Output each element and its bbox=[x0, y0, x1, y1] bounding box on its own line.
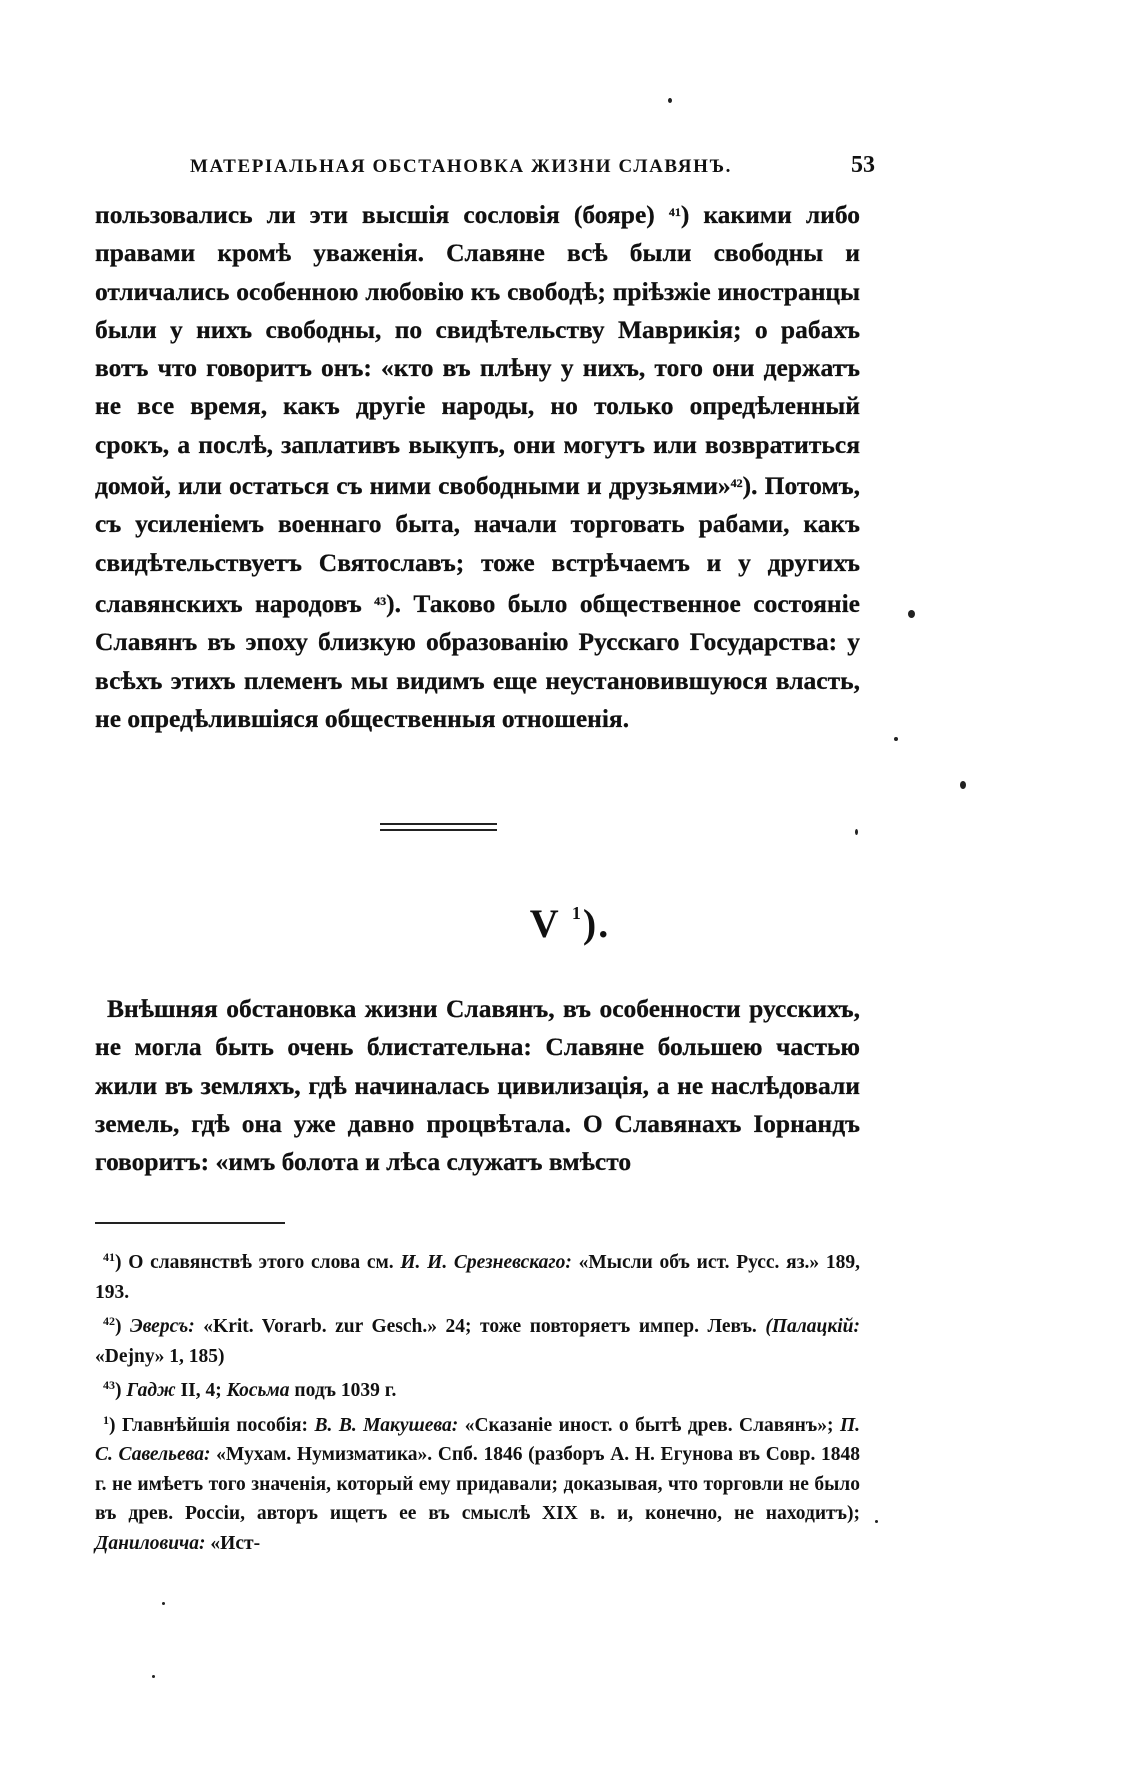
author-name: (Палацкій: bbox=[765, 1316, 860, 1337]
footnote-42 bbox=[95, 1307, 860, 1371]
paragraph-text bbox=[95, 193, 860, 738]
author-name: Даниловича: bbox=[95, 1532, 206, 1554]
text-run: ) bbox=[115, 1316, 131, 1337]
section-paragraph bbox=[95, 990, 860, 1181]
text-run: ) Главнѣйшія пособія: bbox=[109, 1414, 315, 1436]
body-paragraph bbox=[95, 193, 860, 738]
footnote-ref-1: 1 bbox=[571, 903, 583, 923]
scan-speck bbox=[668, 98, 672, 103]
section-number: V bbox=[529, 901, 560, 946]
scan-speck bbox=[875, 1520, 878, 1523]
footnote-41 bbox=[95, 1243, 860, 1307]
text-run: ). Потомъ, съ усиленіемъ военнаго быта, начали торговать рабами, какъ свидѣтельствуетъ Святославъ; тоже встрѣчаемъ и у другихъ славянскихъ народовъ bbox=[95, 471, 860, 618]
footnote-mark: 41 bbox=[103, 1250, 115, 1264]
text-run: ). Таково было общественное состояніе Славянъ въ эпоху близкую образованію Русскаго Государства: у всѣхъ этихъ племенъ мы видимъ еще неустановившуюся власть, не опредѣлившіяся общественныя отношенія. bbox=[95, 588, 860, 733]
text-run: ) какими либо правами кромѣ уваженія. Славяне всѣ были свободны и отличались особенною любовію къ свободѣ; пріѣзжіе иностранцы были у нихъ свободны, по свидѣтельству Маврикія; о рабахъ вотъ что говоритъ онъ: «кто въ плѣну у нихъ, того они держатъ не все время, какъ другіе народы, но только опредѣленный срокъ, а послѣ, заплативъ выкупъ, они могутъ или возвратиться домой, или остаться съ ними свободными и друзьями» bbox=[95, 200, 860, 501]
scan-speck bbox=[894, 737, 898, 741]
footnote-mark: 43 bbox=[103, 1378, 115, 1392]
text-run: ) О славянствѣ этого слова см. bbox=[115, 1252, 401, 1273]
page-number: 53 bbox=[851, 152, 875, 178]
text-run: «Сказаніе иност. о бытѣ древ. Славянъ»; bbox=[458, 1414, 840, 1436]
scan-speck bbox=[162, 1602, 165, 1605]
footnote-mark: 42 bbox=[103, 1314, 115, 1328]
page-header bbox=[190, 150, 875, 184]
section-divider bbox=[380, 823, 497, 835]
author-name: П. С. Савельева: bbox=[95, 1414, 860, 1465]
text-run: «Мухам. Нумизматика». Спб. 1846 (разборъ А. Н. Егунова въ Совр. 1848 г. не имѣетъ того значенія, который ему придавали; доказывая, что торговли не было въ древ. Россіи, авторъ ищетъ ее въ смыслѣ XIX в. и, конечно, не находитъ); bbox=[95, 1444, 860, 1524]
footnote-ref-41: 41 bbox=[668, 205, 681, 219]
text-run: «Dejny» 1, 185) bbox=[95, 1345, 225, 1367]
footnote-mark: 1 bbox=[103, 1412, 109, 1427]
text-run: «Krit. Vorarb. zur Gesch.» 24; тоже повторяетъ импер. Левъ. bbox=[194, 1316, 766, 1337]
paragraph-text: Внѣшняя обстановка жизни Славянъ, въ особенности русскихъ, не могла быть очень блистательна: Славяне большею частью жили въ земляхъ, гдѣ начиналась цивилизація, а не наслѣдовали земель, гдѣ она уже давно процвѣтала. О Славянахъ Іорнандъ говоритъ: «имъ болота и лѣса служатъ вмѣсто bbox=[95, 994, 860, 1177]
footnote-43 bbox=[95, 1371, 860, 1406]
scan-speck bbox=[908, 610, 915, 618]
footnote-rule bbox=[95, 1222, 285, 1224]
author-name: Косьма bbox=[226, 1380, 290, 1401]
text-run: ) bbox=[115, 1380, 127, 1401]
scan-speck bbox=[152, 1675, 155, 1678]
text-run: подъ 1039 г. bbox=[289, 1380, 397, 1401]
author-name: Гадж bbox=[126, 1380, 176, 1401]
divider-line bbox=[380, 823, 497, 825]
running-head: МАТЕРІАЛЬНАЯ ОБСТАНОВКА ЖИЗНИ СЛАВЯНЪ. bbox=[190, 156, 732, 177]
footnote-ref-43: 43 bbox=[374, 593, 387, 608]
footnotes bbox=[95, 1243, 860, 1558]
footnote-1 bbox=[95, 1406, 860, 1559]
text-run: «Мысли объ ист. Русс. яз.» 189, 193. bbox=[95, 1252, 860, 1303]
footnote-ref-42: 42 bbox=[730, 476, 743, 491]
text-run: II, 4; bbox=[175, 1380, 227, 1401]
author-name: И. И. Срезневскаго: bbox=[400, 1252, 572, 1273]
scan-speck bbox=[855, 829, 858, 835]
divider-line bbox=[380, 829, 497, 831]
author-name: Эверсъ: bbox=[130, 1316, 195, 1337]
section-heading bbox=[0, 900, 1140, 947]
author-name: В. В. Макушева: bbox=[314, 1414, 459, 1436]
text-run: пользовались ли эти высшія сословія (бояре) bbox=[95, 200, 669, 229]
heading-close: ). bbox=[582, 901, 611, 946]
scan-speck bbox=[960, 781, 966, 789]
text-run: «Ист- bbox=[205, 1532, 261, 1554]
